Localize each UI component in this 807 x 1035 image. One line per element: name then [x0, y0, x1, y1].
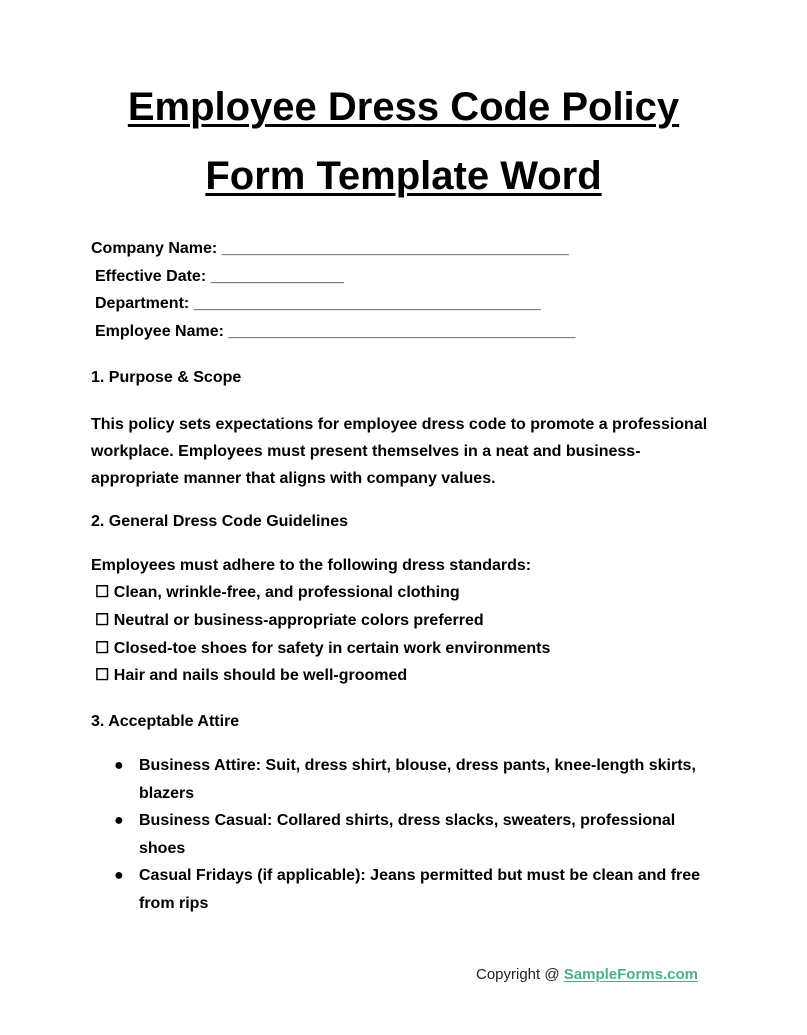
company-name-field[interactable]: Company Name: _______________________________________ [91, 240, 569, 257]
copyright-footer [476, 966, 698, 983]
bullet-icon: ● [114, 812, 124, 829]
checklist-item[interactable]: ☐ Neutral or business-appropriate colors preferred [95, 612, 484, 629]
checklist-item[interactable]: ☐ Closed-toe shoes for safety in certain work environments [95, 640, 551, 657]
checklist-item[interactable]: ☐ Clean, wrinkle-free, and professional clothing [95, 584, 460, 601]
section-1-body: This policy sets expectations for employee dress code to promote a professional workplace. Employees must present themselves in a neat and business-appropriate manner that aligns with company values. [91, 416, 708, 487]
list-item-text: Casual Fridays (if applicable): Jeans permitted but must be clean and free from rips [139, 867, 701, 912]
section-1-heading: 1. Purpose & Scope [91, 369, 242, 386]
list-item [91, 862, 721, 917]
list-item [91, 807, 721, 862]
sampleforms-link[interactable]: SampleForms.com [563, 966, 698, 983]
employee-name-field[interactable]: Employee Name: _______________________________________ [95, 323, 576, 340]
copyright-prefix: Copyright @ [476, 966, 564, 983]
list-item [91, 752, 721, 807]
bullet-icon: ● [114, 867, 124, 884]
section-2-heading: 2. General Dress Code Guidelines [91, 513, 348, 530]
effective-date-field[interactable]: Effective Date: _______________ [95, 268, 345, 285]
acceptable-attire-list [91, 752, 721, 917]
section-2-intro: Employees must adhere to the following dress standards: [91, 557, 532, 574]
bullet-icon: ● [114, 757, 124, 774]
document-title-line-1: Employee Dress Code Policy [127, 85, 680, 129]
list-item-text: Business Attire: Suit, dress shirt, blouse, dress pants, knee-length skirts, blazers [139, 757, 696, 802]
list-item-text: Business Casual: Collared shirts, dress slacks, sweaters, professional shoes [139, 812, 676, 857]
department-field[interactable]: Department: _______________________________________ [95, 295, 541, 312]
section-3-heading: 3. Acceptable Attire [91, 713, 240, 730]
document-title-line-2: Form Template Word [205, 154, 602, 198]
checklist-item[interactable]: ☐ Hair and nails should be well-groomed [95, 667, 408, 684]
